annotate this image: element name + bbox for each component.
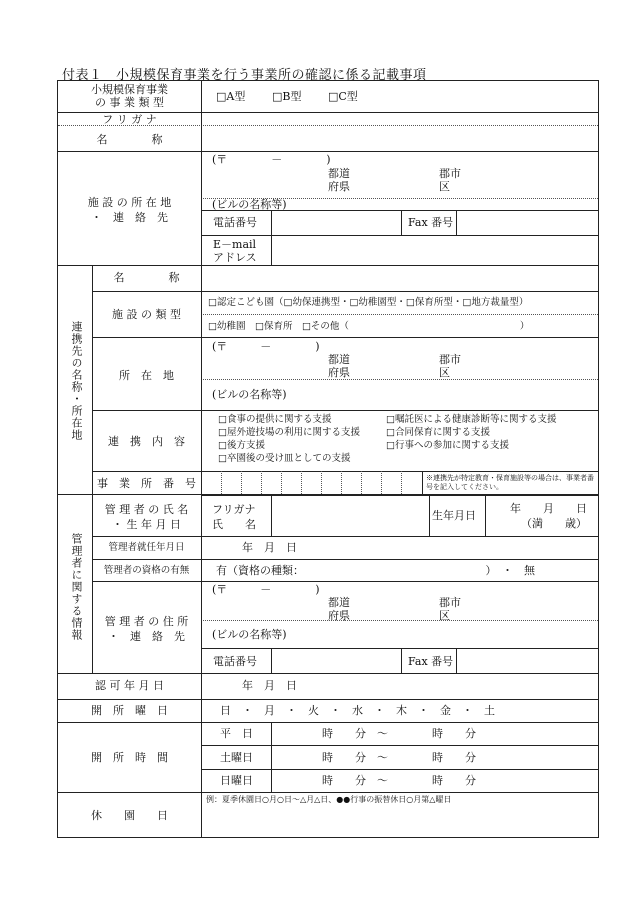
open-hours-label: 開 所 時 間 [91,751,168,764]
partner-type-line2[interactable]: □幼稚園 □保育所 □その他（ ） [208,321,530,332]
manager-phone-label: 電話番号 [213,655,257,668]
manager-pref: 都道 府県 [328,596,350,622]
manager-qual-label: 管理者の資格の有無 [103,565,190,576]
manager-appoint-label: 管理者就任年月日 [108,542,185,553]
manager-fax-label: Fax 番号 [408,655,454,668]
facility-city: 郡市 区 [439,167,461,193]
open-days-label: 開 所 曜 日 [91,704,168,717]
page-title: 付表１ 小規模保育事業を行う事業所の確認に係る記載事項 [62,68,427,83]
manager-building[interactable]: (ビルの名称等) [212,628,287,641]
manager-qual-value[interactable]: 有（資格の種類： ） ・ 無 [216,564,535,577]
weekday-time[interactable]: 時 分 ～ 時 分 [322,727,476,740]
manager-address-label: 管 理 者 の 住 所 ・ 連 絡 先 [104,615,189,643]
type-b-checkbox[interactable]: □B型 [272,90,302,103]
manager-birth-label: 生年月日 [432,509,476,522]
content-meal[interactable]: □食事の提供に関する支援 [218,414,332,425]
partner-content-label: 連 携 内 容 [108,435,185,448]
name-label: 名 称 [96,133,163,146]
application-form [57,80,599,838]
facility-address-label: 施 設 の 所 在 地 ・ 連 絡 先 [87,196,172,224]
approval-value[interactable]: 年 月 日 [242,679,297,692]
manager-city: 郡市 区 [439,596,461,622]
weekday-label: 平 日 [220,727,253,740]
partner-side-label: 連携先の名称・所在地 [70,321,83,441]
manager-furigana-label: フリガナ 氏 名 [212,503,256,531]
partner-city: 郡市 区 [439,353,461,379]
holidays-example: 例：夏季休園日○月○日～△月△日、●●行事の振替休日○月第△曜日 [206,795,452,804]
facility-postal[interactable]: (〒 － ) [212,153,331,166]
partner-pref: 都道 府県 [328,353,350,379]
partner-type-label: 施 設 の 類 型 [112,308,181,321]
saturday-time[interactable]: 時 分 ～ 時 分 [322,751,476,764]
facility-phone-label: 電話番号 [213,216,257,229]
content-joint-care[interactable]: □合同保育に関する支援 [386,427,490,438]
type-a-checkbox[interactable]: □A型 [216,90,246,103]
facility-pref: 都道 府県 [328,167,350,193]
business-type-label: 小規模保育事業 の 事 業 類 型 [91,83,168,109]
manager-postal[interactable]: (〒 － ) [212,583,320,596]
manager-appoint-value[interactable]: 年 月 日 [242,541,297,554]
content-playground[interactable]: □屋外遊技場の利用に関する支援 [218,427,360,438]
manager-side-label: 管理者に関する情報 [70,533,83,641]
facility-email-label: E－mail アドレス [213,238,257,264]
holidays-label: 休 園 日 [91,809,168,822]
partner-address-label: 所 在 地 [119,369,174,382]
saturday-label: 土曜日 [220,751,253,764]
content-backup[interactable]: □後方支援 [218,440,265,451]
facility-building[interactable]: (ビルの名称等) [212,198,287,211]
content-graduation[interactable]: □卒園後の受け皿としての支援 [218,453,351,464]
open-days-value[interactable]: 日 ・ 月 ・ 火 ・ 水 ・ 木 ・ 金 ・ 土 [220,704,495,717]
partner-postal[interactable]: (〒 － ) [212,340,320,353]
partner-name-label: 名 称 [113,271,180,284]
sunday-time[interactable]: 時 分 ～ 時 分 [322,774,476,787]
type-c-checkbox[interactable]: □C型 [328,90,358,103]
manager-name-label: 管 理 者 の 氏 名 ・ 生 年 月 日 [104,503,189,531]
sunday-label: 日曜日 [220,774,253,787]
manager-birth-value[interactable]: 年 月 日 （満 歳） [510,502,587,530]
approval-label: 認 可 年 月 日 [95,679,164,692]
partner-number-label: 事 業 所 番 号 [97,477,196,490]
facility-fax-label: Fax 番号 [408,216,454,229]
content-events[interactable]: □行事への参加に関する支援 [386,440,509,451]
partner-building[interactable]: (ビルの名称等) [212,388,287,401]
partner-type-line1[interactable]: □認定こども園（□幼保連携型・□幼稚園型・□保育所型・□地方裁量型） [208,297,529,308]
content-doctor[interactable]: □嘱託医による健康診断等に関する支援 [386,414,557,425]
furigana-label: フ リ ガ ナ [102,113,157,126]
partner-number-note: ※連携先が特定教育・保育施設等の場合は、事業者番号を記入してください。 [426,474,594,491]
